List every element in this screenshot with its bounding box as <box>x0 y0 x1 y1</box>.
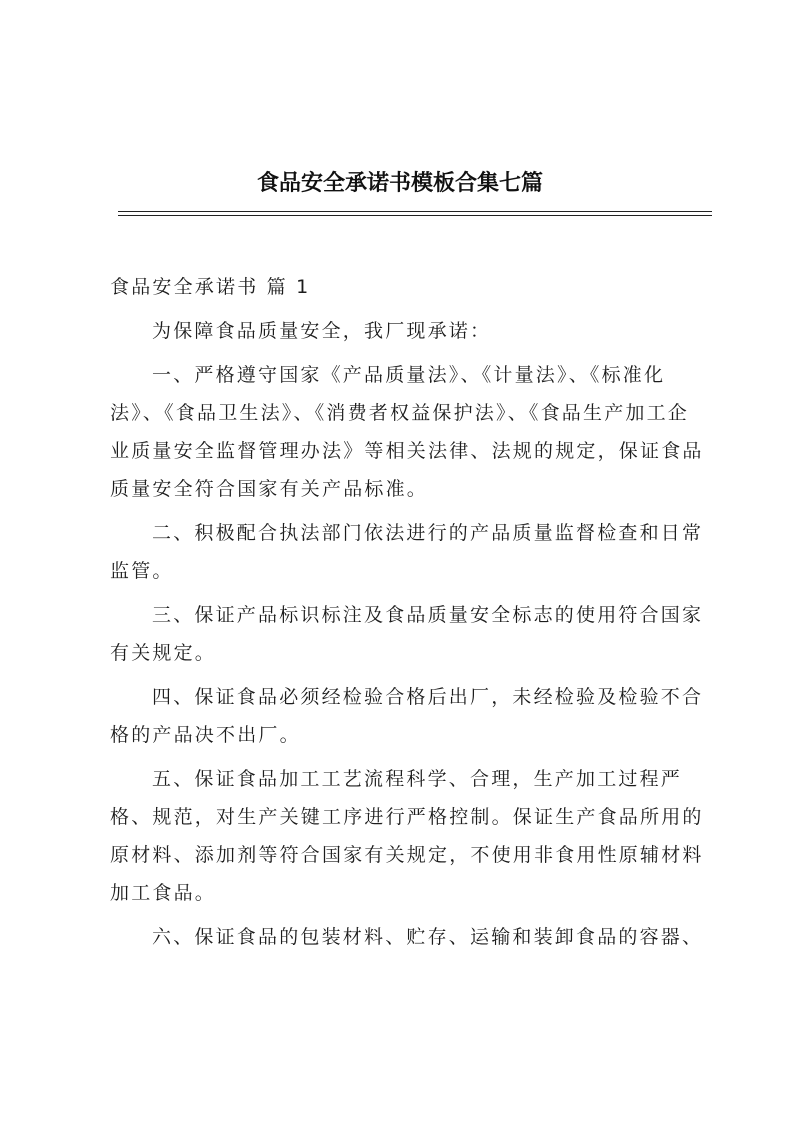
title-double-rule <box>118 211 712 216</box>
document-title: 食品安全承诺书模板合集七篇 <box>256 170 543 196</box>
paragraph-intro: 为保障食品质量安全，我厂现承诺： <box>152 320 492 342</box>
paragraph-item-3: 三、保证产品标识标注及食品质量安全标志的使用符合国家有关规定。 <box>110 604 704 664</box>
paragraph-item-6: 六、保证食品的包装材料、贮存、运输和装卸食品的容器、 <box>152 926 704 948</box>
paragraph-item-5: 五、保证食品加工工艺流程科学、合理，生产加工过程严格、规范，对生产关键工序进行严格控制。保证生产食品所用的原材料、添加剂等符合国家有关规定，不使用非食用性原辅材料加工食品。 <box>110 768 704 904</box>
paragraph-item-4: 四、保证食品必须经检验合格后出厂，未经检验及检验不合格的产品决不出厂。 <box>110 686 704 746</box>
paragraph-item-2: 二、积极配合执法部门依法进行的产品质量监督检查和日常监管。 <box>110 522 704 582</box>
paragraph-item-1: 一、严格遵守国家《产品质量法》、《计量法》、《标准化法》、《食品卫生法》、《消费者权益保护法》、《食品生产加工企业质量安全监督管理办法》等相关法律、法规的规定，保证食品质量安全符合国家有关产品标准。 <box>110 364 704 500</box>
document-body <box>110 268 710 962</box>
section-heading: 食品安全承诺书 篇 1 <box>110 276 311 298</box>
